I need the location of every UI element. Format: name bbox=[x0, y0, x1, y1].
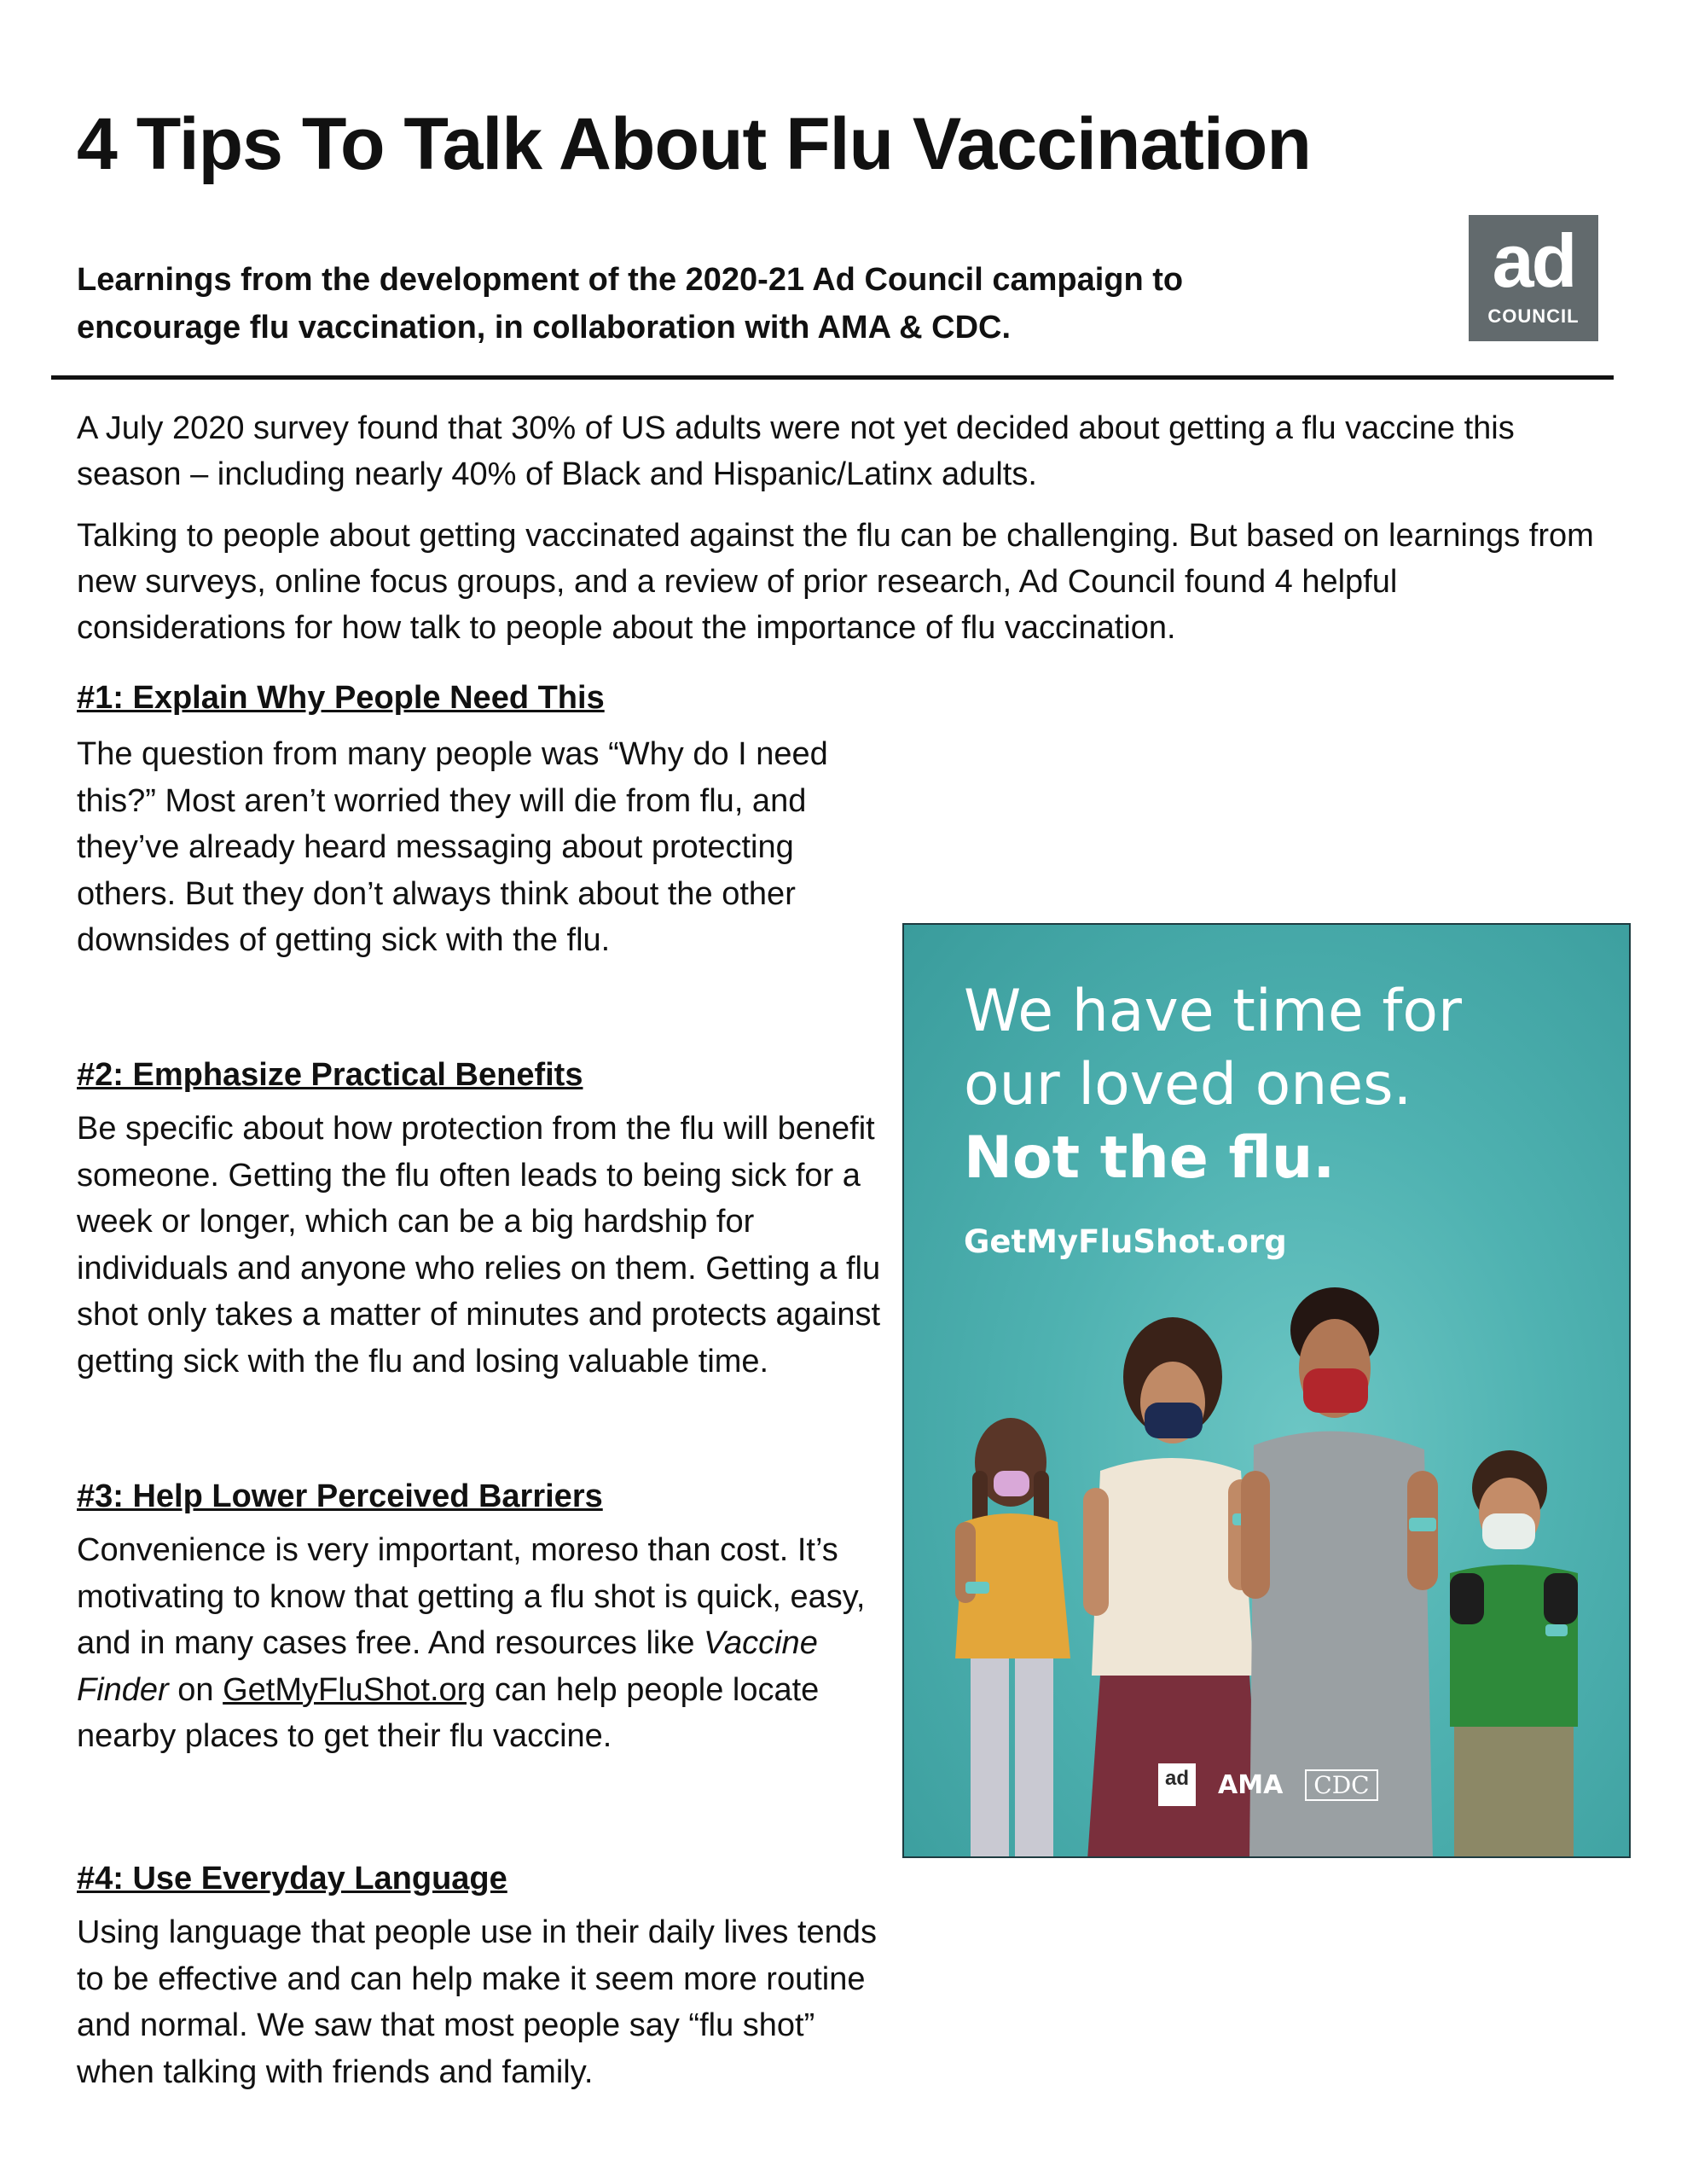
poster-ama-logo: AMA bbox=[1218, 1769, 1284, 1800]
tip-2-body: Be specific about how protection from the flu will benefit someone. Getting the flu often leads to being sick for a week or longer, which can be a big hardship for individuals and anyone who relies on them. Getting a flu shot only takes a matter of minutes and protects against getting sick with the flu and losing valuable time. bbox=[77, 1111, 881, 1380]
header-divider bbox=[51, 375, 1614, 380]
vaccine-finder-text: Vaccine Finder bbox=[77, 1625, 818, 1708]
girl-figure bbox=[955, 1418, 1070, 1858]
poster-headline-line-1: We have time for bbox=[964, 978, 1462, 1045]
subtitle bbox=[77, 256, 1305, 351]
tip-3-body-part-b: on bbox=[168, 1671, 223, 1708]
tip-1-body: The question from many people was “Why do I need this?” Most aren’t worried they will die from flu, and they’ve already heard messaging about protecting others. But they don’t always think about the other downsides of getting sick with the flu. bbox=[77, 736, 828, 958]
logo-council-text: COUNCIL bbox=[1487, 305, 1580, 327]
tip-3-heading: #3: Help Lower Perceived Barriers bbox=[77, 1478, 603, 1514]
subtitle-line-1: Learnings from the development of the 2020-21 Ad Council campaign to bbox=[77, 262, 1184, 298]
poster-cdc-logo: CDC bbox=[1305, 1769, 1377, 1801]
page-title: 4 Tips To Talk About Flu Vaccination bbox=[77, 103, 1311, 185]
subtitle-line-2: encourage flu vaccination, in collaboration with AMA & CDC. bbox=[77, 310, 1012, 346]
boy-figure bbox=[1450, 1450, 1578, 1858]
poster-headline-line-3: Not the flu. bbox=[964, 1124, 1336, 1192]
getmyflushot-link[interactable]: GetMyFluShot.org bbox=[223, 1671, 486, 1708]
poster-url: GetMyFluShot.org bbox=[964, 1223, 1287, 1260]
tip-3-body-part-a: Convenience is very important, moreso than cost. It’s motivating to know that getting a flu shot is quick, easy, and in many cases free. And resources like bbox=[77, 1532, 866, 1661]
campaign-poster bbox=[902, 923, 1631, 1858]
ad-council-logo bbox=[1469, 215, 1598, 341]
intro-paragraph-2: Talking to people about getting vaccinated against the flu can be challenging. But based on learnings from new surveys, online focus groups, and a review of prior research, Ad Council found 4 helpful considerations for how talk to people about the importance of flu vaccination. bbox=[77, 518, 1594, 646]
tip-3-body-part-c: can help people locate nearby places to get their flu vaccine. bbox=[77, 1671, 820, 1754]
logo-ad-text: ad bbox=[1492, 218, 1575, 303]
tip-3-body bbox=[77, 1527, 896, 1760]
tip-4-body: Using language that people use in their daily lives tends to be effective and can help make it seem more routine and normal. We saw that most people say “flu shot” when talking with friends and family. bbox=[77, 1914, 877, 2090]
tip-2-heading: #2: Emphasize Practical Benefits bbox=[77, 1057, 583, 1093]
poster-partner-logos bbox=[1158, 1761, 1378, 1809]
poster-ad-council-logo: ad bbox=[1158, 1763, 1196, 1806]
tip-4-heading: #4: Use Everyday Language bbox=[77, 1861, 507, 1896]
intro-paragraph-1: A July 2020 survey found that 30% of US adults were not yet decided about getting a flu vaccine this season – including nearly 40% of Black and Hispanic/Latinx adults. bbox=[77, 410, 1515, 492]
tip-1-heading: #1: Explain Why People Need This bbox=[77, 680, 605, 716]
poster-headline-line-2: our loved ones. bbox=[964, 1051, 1412, 1118]
